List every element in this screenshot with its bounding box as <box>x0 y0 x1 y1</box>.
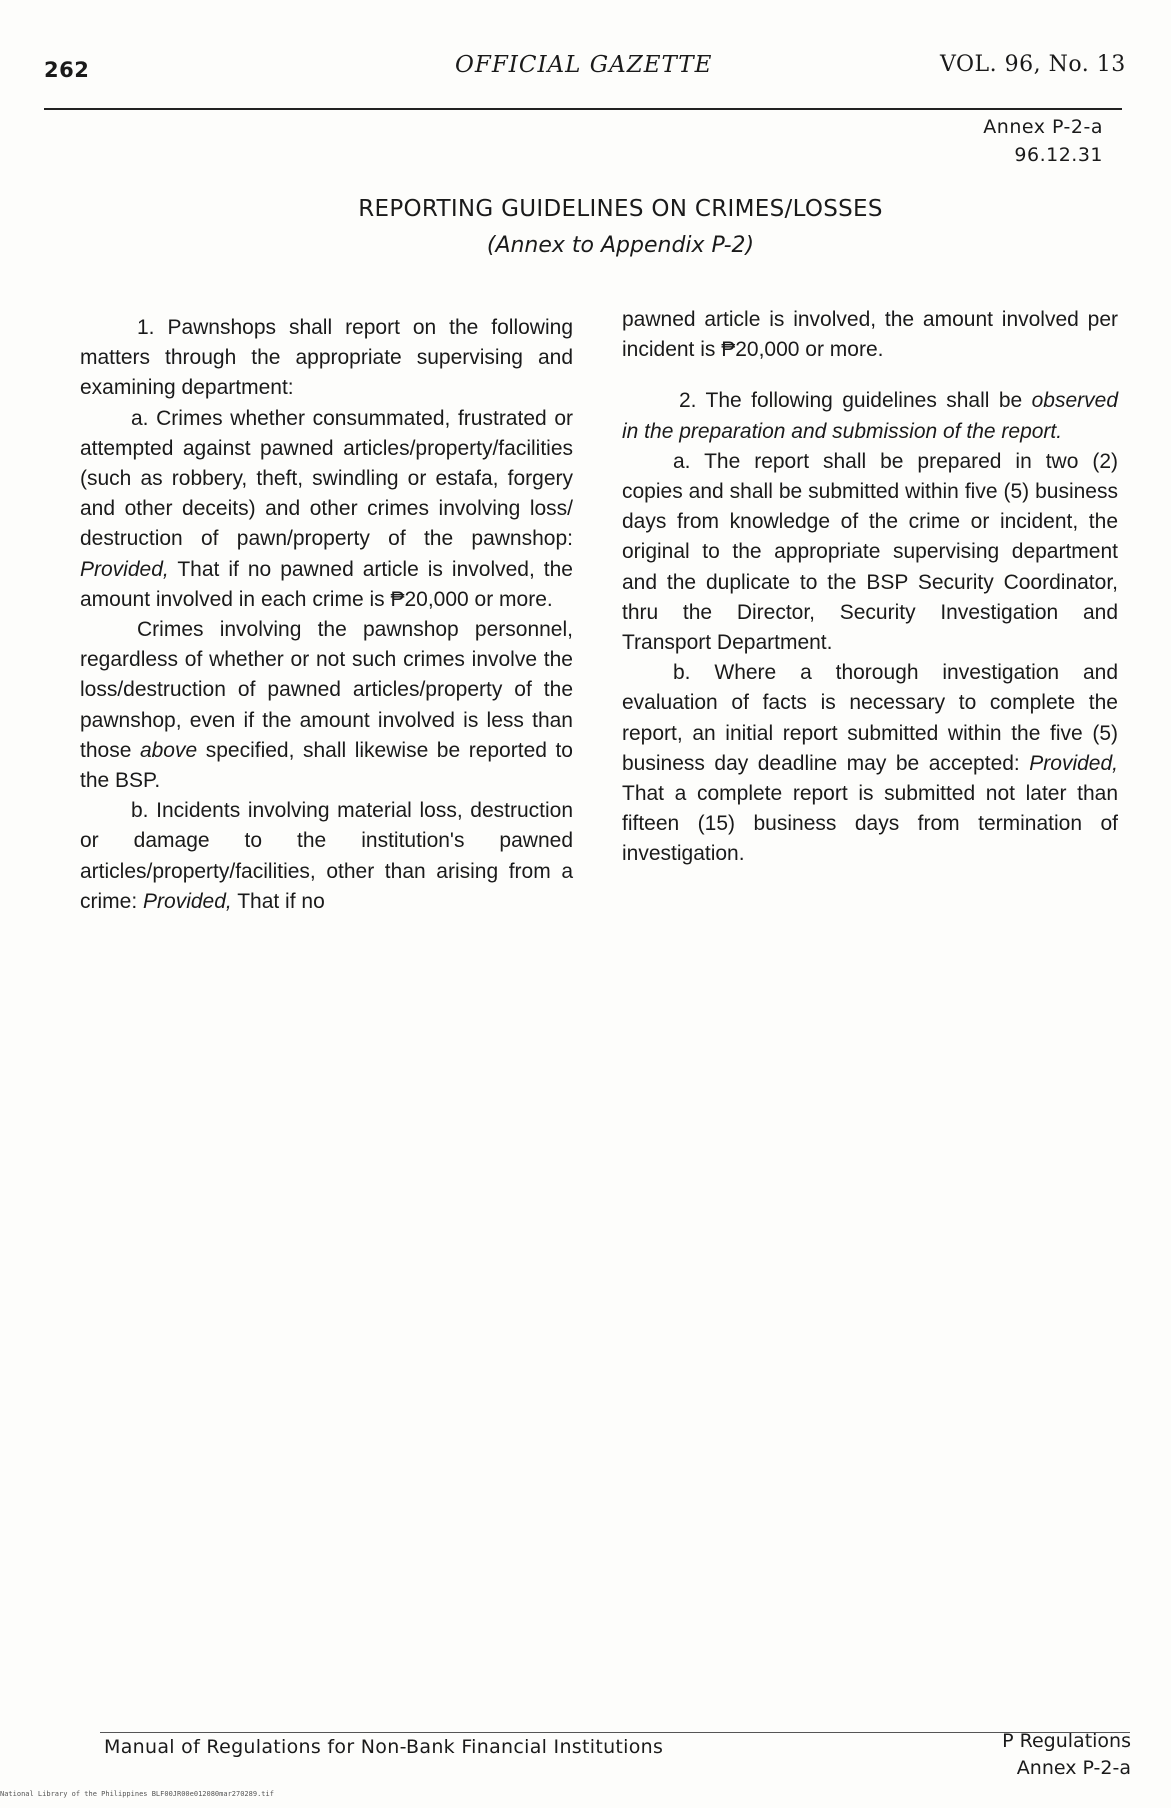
right-column <box>622 305 1118 870</box>
paragraph-1a-proviso: That if no pawned article is involved, the amount involved in each crime is ₱20,000 or more. <box>80 557 573 611</box>
above-keyword: above <box>139 738 198 762</box>
paragraph-2b-proviso: That a complete report is submitted not later than fifteen (15) business days from termination of investigation. <box>622 782 1118 866</box>
paragraph-2-body: observed in the preparation and submission of the report. <box>622 389 1119 443</box>
left-column <box>80 313 573 917</box>
paragraph-1b-continued: pawned article is involved, the amount involved per incident is ₱20,000 or more. <box>622 308 1118 362</box>
paragraph-personnel <box>80 615 573 796</box>
paragraph-personnel-text: Crimes involving the pawnshop personnel, regardless of whether or not such crimes involve the loss/destruction of pawned articles/property of the pawnshop, even if the amount involved is less than those <box>80 618 573 762</box>
paragraph-2 <box>622 386 1118 446</box>
provided-keyword: Provided, <box>143 889 232 913</box>
paragraph-2b <box>622 658 1118 869</box>
annex-code: Annex P-2-a <box>983 116 1103 138</box>
paragraph-personnel-end: specified, shall likewise be reported to the BSP. <box>80 738 573 793</box>
scan-stamp: National Library of the Philippines BLF00JR00e012080mar270289.tif <box>0 1790 274 1798</box>
footer-manual-title: Manual of Regulations for Non-Bank Financial Institutions <box>104 1736 664 1758</box>
paragraph-2-lead: 2. The following guidelines shall be <box>679 389 1023 413</box>
annex-date: 96.12.31 <box>1014 144 1103 166</box>
footer-section-label: P Regulations <box>1002 1730 1131 1752</box>
publication-title: OFFICIAL GAZETTE <box>455 52 713 78</box>
paragraph-1a-text: a. Crimes whether consummated, frustrated or attempted against pawned articles/property/facilities (such as robbery, theft, swindling or estafa, forgery and other deceits) and other crimes involving loss/ destruction of pawn/property of the pawnshop: <box>80 406 573 551</box>
paragraph-1b-text: b. Incidents involving material loss, destruction or damage to the institution's pawned articles/property/facilities, other than arising from a crime: <box>80 799 573 913</box>
provided-keyword: Provided, <box>1029 751 1118 775</box>
document-title: REPORTING GUIDELINES ON CRIMES/LOSSES <box>358 196 883 222</box>
footer-rule <box>100 1732 1130 1733</box>
footer-section <box>1002 1728 1131 1782</box>
annex-reference <box>983 113 1103 169</box>
footer-annex-label: Annex P-2-a <box>1016 1757 1131 1779</box>
header-rule <box>44 108 1122 110</box>
page-number: 262 <box>44 58 90 82</box>
volume-number: VOL. 96, No. 13 <box>940 52 1126 77</box>
paragraph-1b-proviso: That if no <box>237 889 325 913</box>
paragraph-1b <box>80 796 573 917</box>
paragraph-2b-text: b. Where a thorough investigation and evaluation of facts is necessary to complete the report, an initial report submitted within the five (5) business day deadline may be accepted: <box>622 661 1118 775</box>
document-subtitle: (Annex to Appendix P-2) <box>486 233 755 258</box>
paragraph-2a: a. The report shall be prepared in two (2) copies and shall be submitted within five (5) business days from knowledge of the crime or incident, the original to the appropriate supervising department and the duplicate to the BSP Security Coordinator, thru the Director, Security Investigation and Transport Department. <box>622 449 1118 655</box>
paragraph-1a <box>80 404 573 615</box>
provided-keyword: Provided, <box>80 557 169 581</box>
paragraph-1: 1. Pawnshops shall report on the following matters through the appropriate supervising and examining department: <box>80 316 573 400</box>
